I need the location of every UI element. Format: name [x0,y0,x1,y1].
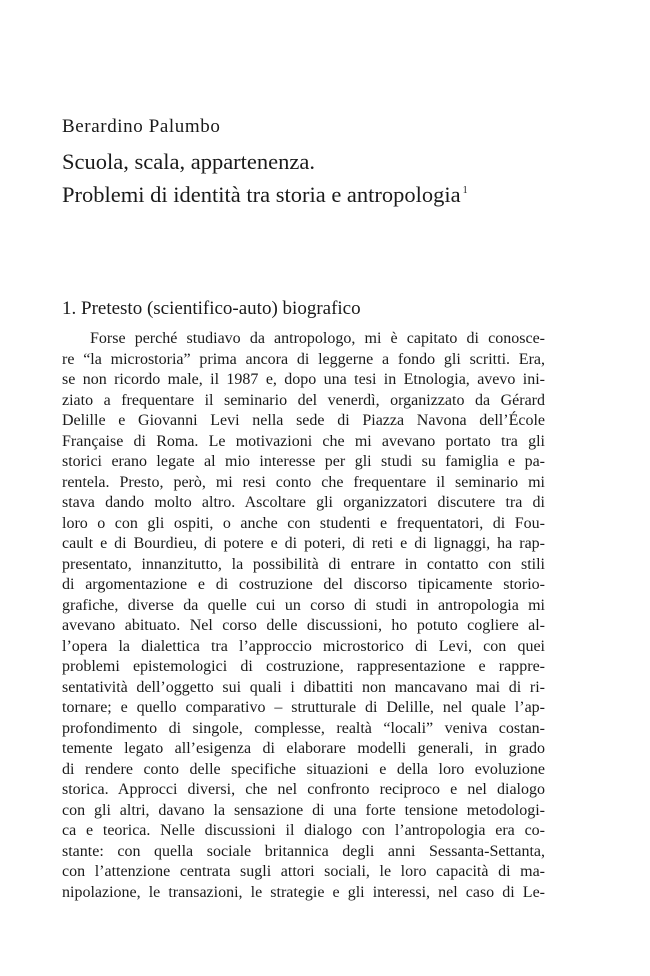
paragraph-line: con l’attenzione centrata sugli attori sociali, le loro capacità di ma- [62,863,545,880]
footnote-reference[interactable]: 1 [462,185,468,196]
paragraph-line: loro o con gli ospiti, o anche con studenti e frequentatori, di Fou- [62,514,545,532]
paragraph-line: stante: con quella sociale britannica degli anni Sessanta-Settanta, [62,842,545,860]
paragraph-line: sentatività dell’oggetto sui quali i dibattiti non mancavano mai di ri- [62,678,545,696]
paragraph-line: presentato, innanzitutto, la possibilità di entrare in contatto con stili [62,555,545,573]
paragraph-line: problemi epistemologici di costruzione, rappresentazione e rappre- [62,658,545,675]
paragraph-line: cault e di Bourdieu, di potere e di poteri, di reti e di lignaggi, ha rap- [62,535,545,552]
paragraph-line: storica. Approcci diversi, che nel confronto reciproco e nel dialogo [62,781,545,798]
paragraph-line: di argomentazione e di costruzione del discorso tipicamente storio- [62,576,545,593]
article-title [62,147,468,209]
paragraph-line: se non ricordo male, il 1987 e, dopo una tesi in Etnologia, avevo ini- [62,371,545,388]
author-name: Berardino Palumbo [62,116,221,137]
paragraph-line: ziato a frequentare il seminario del venerdì, organizzato da Gérard [62,391,545,409]
title-line-2-text: Problemi di identità tra storia e antropologia [62,182,461,207]
paragraph-line: stava dando molto altro. Ascoltare gli organizzatori discutere tra di [62,494,545,511]
body-paragraph [62,329,545,903]
paragraph-line: Forse perché studiavo da antropologo, mi è capitato di conosce- [90,330,545,347]
paragraph-line: grafiche, diverse da quelle cui un corso di studi in antropologia mi [62,596,545,614]
paragraph-line: avevano abituato. Nel corso delle discussioni, ho potuto cogliere al- [62,617,545,634]
paragraph-line: ca e teorica. Nelle discussioni il dialogo con l’antropologia era co- [62,822,545,839]
paragraph-line: l’opera la dialettica tra l’approccio microstorico di Levi, con quei [62,637,545,655]
title-line-2 [62,176,468,209]
section-heading: 1. Pretesto (scientifico-auto) biografico [62,298,361,319]
paragraph-line: temente legato all’esigenza di elaborare modelli generali, in grado [62,740,545,757]
paragraph-line: profondimento di singole, complesse, realtà “locali” veniva costan- [62,719,545,737]
paragraph-line: rentela. Presto, però, mi resi conto che frequentare il seminario mi [62,473,545,491]
paragraph-line: nipolazione, le transazioni, le strategie e gli interessi, nel caso di Le- [62,883,545,901]
paragraph-line: re “la microstoria” prima ancora di leggerne a fondo gli scritti. Era, [62,350,545,368]
paragraph-line: di rendere conto delle specifiche situazioni e della loro evoluzione [62,760,545,778]
title-line-1: Scuola, scala, appartenenza. [62,149,315,174]
paragraph-line: Delille e Giovanni Levi nella sede di Piazza Navona dell’École [62,412,545,429]
paragraph-line: tornare; e quello comparativo – strutturale di Delille, nel quale l’ap- [62,699,545,716]
paragraph-line: storici erano legate al mio interesse per gli studi su famiglia e pa- [62,453,545,470]
paragraph-line: Française di Roma. Le motivazioni che mi avevano portato tra gli [62,432,545,450]
paragraph-line: con gli altri, davano la sensazione di una forte tensione metodologi- [62,801,545,819]
